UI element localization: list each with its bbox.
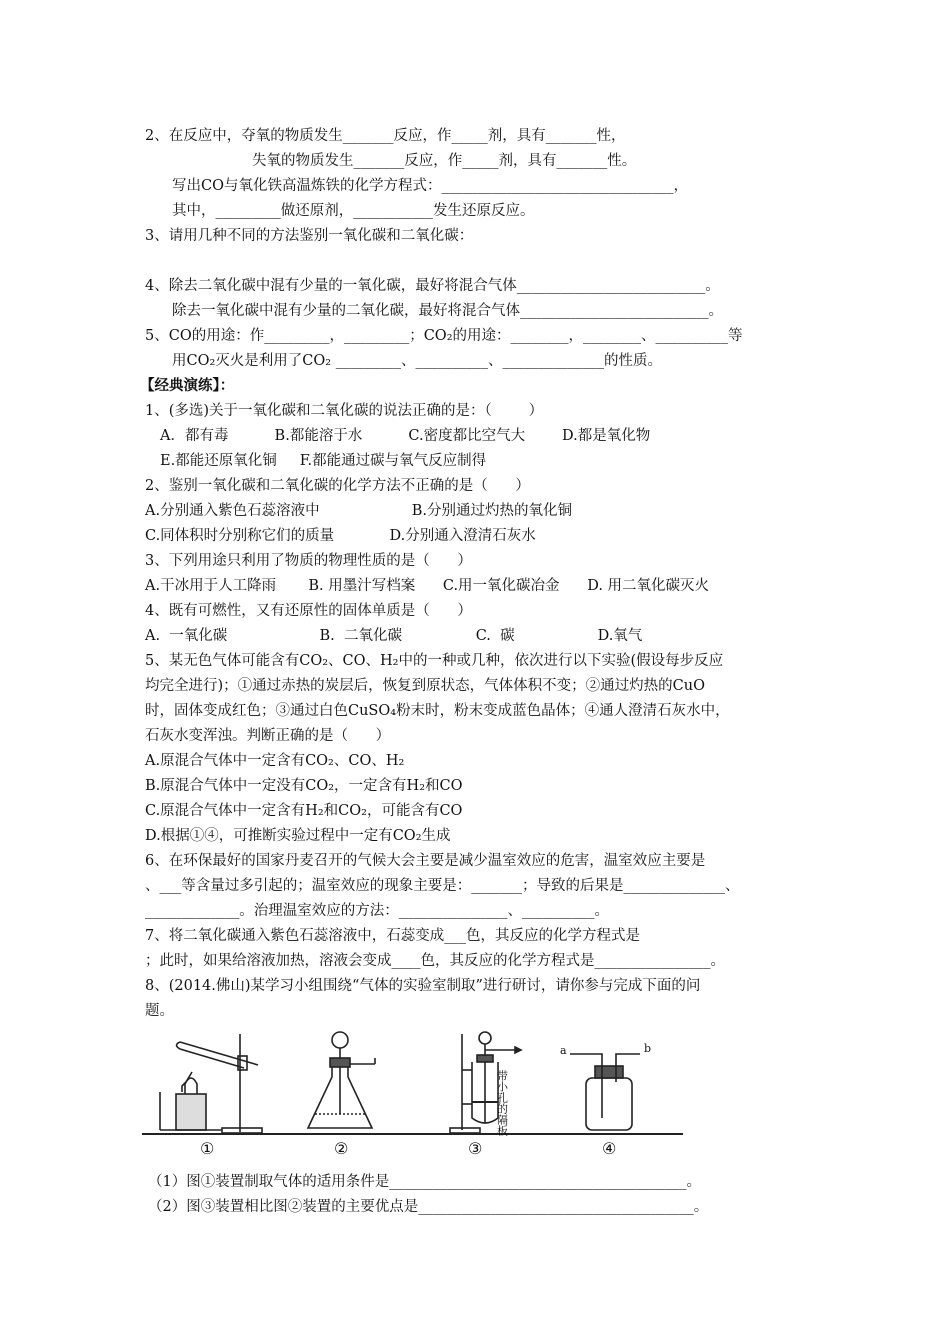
p5-option-a: A.原混合气体中一定含有CO₂、CO、H₂ (145, 753, 405, 769)
figure-label-1: ① (200, 1139, 215, 1158)
p5-option-c: C.原混合气体中一定含有H₂和CO₂，可能含有CO (145, 803, 463, 819)
figure-label-3: ③ (468, 1139, 483, 1158)
p8-sub2: （2）图③装置相比图②装置的主要优点是______________________________________。 (148, 1199, 709, 1215)
p3-stem: 3、下列用途只利用了物质的物理性质的是（ ） (145, 553, 472, 569)
apparatus-2-flask (308, 1032, 375, 1128)
p5-stem2: 均完全进行)；①通过赤热的炭层后，恢复到原状态，气体体积不变；②通过灼热的CuO (145, 678, 705, 694)
p5-option-d: D.根据①④，可推断实验过程中一定有CO₂生成 (145, 828, 451, 844)
p5-stem4: 石灰水变浑浊。判断正确的是（ ） (145, 728, 391, 744)
p5-stem1: 5、某无色气体可能含有CO₂、CO、H₂中的一种或几种，依次进行以下实验(假设每步反应 (145, 653, 724, 669)
q4-line2: 除去一氧化碳中混有少量的二氧化碳，最好将混合气体__________________________。 (172, 303, 723, 319)
figure-label-4: ④ (602, 1139, 617, 1158)
q2-line3: 写出CO与氧化铁高温炼铁的化学方程式：________________________________， (172, 178, 688, 194)
p8-sub1: （1）图①装置制取气体的适用条件是_________________________________________。 (148, 1174, 701, 1190)
q5-line1: 5、CO的用途：作_________，_________；CO₂的用途：________，________、__________等 (145, 328, 743, 344)
section-heading: 【经典演练】： (140, 378, 235, 394)
p5-option-b: B.原混合气体中一定没有CO₂，一定含有H₂和CO (145, 778, 463, 794)
p1-stem: 1、(多选)关于一氧化碳和二氧化碳的说法正确的是：（ ） (145, 403, 544, 419)
p2-stem: 2、鉴别一氧化碳和二氧化碳的化学方法不正确的是（ ） (145, 478, 530, 494)
q5-line2: 用CO₂灭火是利用了CO₂ _________、__________、______________的性质。 (172, 353, 662, 369)
p5-stem3: 时，固体变成红色；③通过白色CuSO₄粉末时，粉末变成蓝色晶体；④通人澄清石灰水中， (145, 703, 730, 719)
p6-line3: _____________。治理温室效应的方法：_______________、__________。 (145, 903, 609, 919)
p2-options1: A.分别通入紫色石蕊溶液中 B.分别通过灼热的氧化铜 (145, 503, 573, 519)
q4-line1: 4、除去二氧化碳中混有少量的一氧化碳，最好将混合气体__________________________。 (145, 278, 720, 294)
p1-options2: E.都能还原氧化铜 F.都能通过碳与氧气反应制得 (160, 453, 487, 469)
porous-plate-label: 带小孔的隔板 (495, 1070, 509, 1136)
p8-line2: 题。 (145, 1003, 174, 1019)
apparatus-figure (140, 1022, 685, 1162)
p4-options: A. 一氧化碳 B. 二氧化碳 C. 碳 D.氧气 (145, 628, 643, 644)
p7-line1: 7、将二氧化碳通入紫色石蕊溶液中，石蕊变成___色，其反应的化学方程式是 (145, 928, 640, 944)
q2-line4: 其中，_________做还原剂，___________发生还原反应。 (172, 203, 535, 219)
port-b-label: b (644, 1042, 652, 1055)
q2-line1: 2、在反应中，夺氧的物质发生_______反应，作_____剂，具有_______性， (145, 128, 626, 144)
p7-line2: ；此时，如果给溶液加热，溶液会变成____色，其反应的化学方程式是________________。 (145, 953, 725, 969)
p1-options1: A．都有毒 B.都能溶于水 C.密度都比空气大 D.都是氧化物 (160, 428, 651, 444)
port-a-label: a (560, 1044, 567, 1057)
p6-line1: 6、在环保最好的国家丹麦召开的气候大会主要是减少温室效应的危害，温室效应主要是 (145, 853, 706, 869)
apparatus-4-bottle (570, 1054, 640, 1130)
p8-line1: 8、(2014.佛山)某学习小组围绕“气体的实验室制取”进行研讨，请你参与完成下面的问 (145, 978, 701, 994)
p3-options: A.干冰用于人工降雨 B. 用墨汁写档案 C.用一氧化碳冶金 D. 用二氧化碳灭火 (145, 578, 710, 594)
figure-label-2: ② (334, 1139, 349, 1158)
apparatus-3-tube (450, 1032, 521, 1133)
q3-line: 3、请用几种不同的方法鉴别一氧化碳和二氧化碳： (145, 228, 474, 244)
p2-options2: C.同体积时分别称它们的质量 D.分别通入澄清石灰水 (145, 528, 536, 544)
p6-line2: 、___等含量过多引起的；温室效应的现象主要是：_______；导致的后果是______________、 (145, 878, 740, 894)
q2-line2: 失氧的物质发生_______反应，作_____剂，具有_______性。 (252, 153, 637, 169)
apparatus-1-heating (160, 1034, 262, 1133)
p4-stem: 4、既有可燃性，又有还原性的固体单质是（ ） (145, 603, 472, 619)
